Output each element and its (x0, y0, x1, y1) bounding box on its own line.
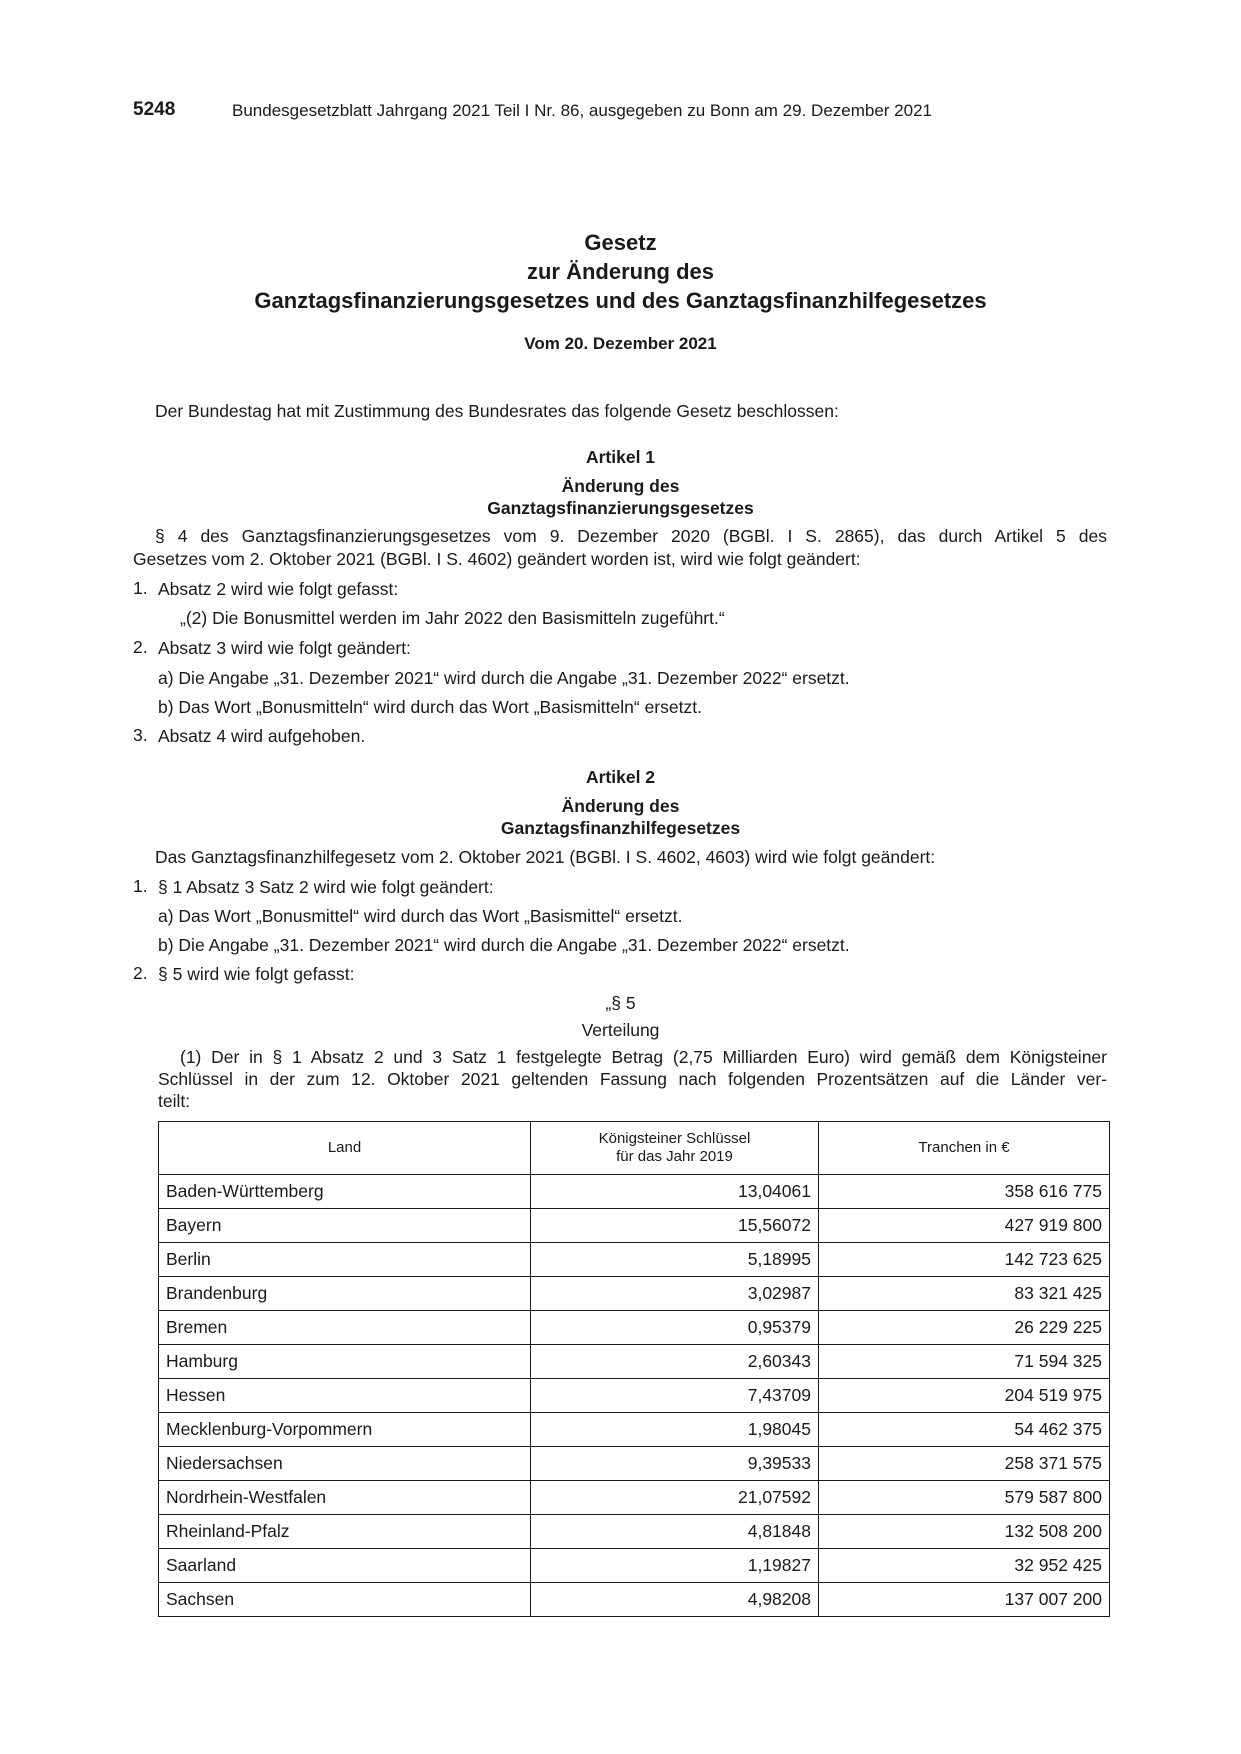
article1-item2: Absatz 3 wird wie folgt geändert: (158, 638, 411, 658)
article1-item1-number: 1. (133, 578, 148, 598)
section5-para1-line-2: Schlüssel in der zum 12. Oktober 2021 geltenden Fassung nach folgenden Prozentsätzen auf die Länder ver- (158, 1069, 1107, 1089)
cell-land: Nordrhein-Westfalen (159, 1481, 531, 1515)
cell-tranche: 83 321 425 (819, 1277, 1110, 1311)
page-number: 5248 (133, 99, 176, 120)
table-row (159, 1209, 1110, 1243)
cell-land: Saarland (159, 1549, 531, 1583)
table-row (159, 1175, 1110, 1209)
cell-key: 4,81848 (531, 1515, 819, 1549)
article2-item1: § 1 Absatz 3 Satz 2 wird wie folgt geändert: (158, 877, 494, 897)
section5-para1-line-1: (1) Der in § 1 Absatz 2 und 3 Satz 1 festgelegte Betrag (2,75 Milliarden Euro) wird gemäß dem Königsteiner (180, 1047, 1107, 1067)
table-row (159, 1583, 1110, 1617)
cell-key: 0,95379 (531, 1311, 819, 1345)
cell-key: 13,04061 (531, 1175, 819, 1209)
cell-key: 1,19827 (531, 1549, 819, 1583)
article1-item1-quote: „(2) Die Bonusmittel werden im Jahr 2022 den Basismitteln zugeführt.“ (180, 608, 725, 628)
title-line-2: zur Änderung des (526, 259, 714, 284)
table-header-row (159, 1122, 1110, 1175)
cell-tranche: 54 462 375 (819, 1413, 1110, 1447)
cell-land: Brandenburg (159, 1277, 531, 1311)
cell-land: Mecklenburg-Vorpommern (159, 1413, 531, 1447)
table-row (159, 1447, 1110, 1481)
cell-land: Berlin (159, 1243, 531, 1277)
law-title (0, 228, 1241, 315)
article2-subheading-2: Ganztagsfinanzhilfegesetzes (500, 818, 741, 838)
article1-item2a: a) Die Angabe „31. Dezember 2021“ wird durch die Angabe „31. Dezember 2022“ ersetzt. (158, 668, 850, 688)
table-row (159, 1243, 1110, 1277)
cell-land: Rheinland-Pfalz (159, 1515, 531, 1549)
article1-intro-line-2: Gesetzes vom 2. Oktober 2021 (BGBl. I S. 4602) geändert worden ist, wird wie folgt geändert: (133, 549, 861, 569)
table-row (159, 1413, 1110, 1447)
table-row (159, 1515, 1110, 1549)
column-header-land: Land (159, 1122, 531, 1175)
law-date: Vom 20. Dezember 2021 (524, 334, 717, 353)
cell-tranche: 32 952 425 (819, 1549, 1110, 1583)
article2-item1-number: 1. (133, 876, 148, 896)
article2-item2: § 5 wird wie folgt gefasst: (158, 964, 355, 984)
table-row (159, 1311, 1110, 1345)
cell-land: Sachsen (159, 1583, 531, 1617)
running-head: Bundesgesetzblatt Jahrgang 2021 Teil I Nr. 86, ausgegeben zu Bonn am 29. Dezember 2021 (232, 101, 932, 120)
column-header-key-line-2: für das Jahr 2019 (616, 1148, 733, 1165)
article2-intro: Das Ganztagsfinanzhilfegesetz vom 2. Oktober 2021 (BGBl. I S. 4602, 4603) wird wie folgt geändert: (155, 847, 936, 867)
section5-heading: „§ 5 (605, 993, 636, 1013)
preamble: Der Bundestag hat mit Zustimmung des Bundesrates das folgende Gesetz beschlossen: (155, 401, 839, 421)
cell-key: 3,02987 (531, 1277, 819, 1311)
article1-item2-number: 2. (133, 637, 148, 657)
cell-key: 7,43709 (531, 1379, 819, 1413)
cell-land: Bremen (159, 1311, 531, 1345)
section5-title: Verteilung (581, 1020, 660, 1040)
article1-heading: Artikel 1 (585, 447, 656, 467)
article2-subheading-1: Änderung des (561, 796, 680, 816)
cell-land: Baden-Württemberg (159, 1175, 531, 1209)
article2-heading: Artikel 2 (585, 767, 656, 787)
cell-tranche: 204 519 975 (819, 1379, 1110, 1413)
table-row (159, 1345, 1110, 1379)
title-line-3: Ganztagsfinanzierungsgesetzes und des Ganztagsfinanzhilfegesetzes (254, 288, 987, 313)
cell-land: Niedersachsen (159, 1447, 531, 1481)
article1-item2b: b) Das Wort „Bonusmitteln“ wird durch das Wort „Basismitteln“ ersetzt. (158, 697, 702, 717)
cell-tranche: 427 919 800 (819, 1209, 1110, 1243)
cell-tranche: 137 007 200 (819, 1583, 1110, 1617)
article1-intro-line-1: § 4 des Ganztagsfinanzierungsgesetzes vom 9. Dezember 2020 (BGBl. I S. 2865), das durch Artikel 5 des (155, 526, 1107, 546)
table-row (159, 1481, 1110, 1515)
distribution-table (158, 1121, 1110, 1617)
cell-land: Hessen (159, 1379, 531, 1413)
cell-tranche: 26 229 225 (819, 1311, 1110, 1345)
article1-item1: Absatz 2 wird wie folgt gefasst: (158, 579, 399, 599)
cell-key: 21,07592 (531, 1481, 819, 1515)
table-row (159, 1549, 1110, 1583)
article2-item1b: b) Die Angabe „31. Dezember 2021“ wird durch die Angabe „31. Dezember 2022“ ersetzt. (158, 935, 850, 955)
article1-subheading-2: Ganztagsfinanzierungsgesetzes (487, 498, 754, 518)
cell-tranche: 132 508 200 (819, 1515, 1110, 1549)
section5-para1-line-3: teilt: (158, 1091, 191, 1111)
cell-tranche: 358 616 775 (819, 1175, 1110, 1209)
article1-subheading-1: Änderung des (561, 476, 680, 496)
cell-land: Hamburg (159, 1345, 531, 1379)
cell-key: 4,98208 (531, 1583, 819, 1617)
cell-key: 2,60343 (531, 1345, 819, 1379)
cell-key: 1,98045 (531, 1413, 819, 1447)
table-row (159, 1379, 1110, 1413)
cell-tranche: 258 371 575 (819, 1447, 1110, 1481)
column-header-key-line-1: Königsteiner Schlüssel (598, 1130, 751, 1147)
cell-tranche: 579 587 800 (819, 1481, 1110, 1515)
article2-item2-number: 2. (133, 963, 148, 983)
cell-tranche: 71 594 325 (819, 1345, 1110, 1379)
cell-key: 5,18995 (531, 1243, 819, 1277)
article1-item3-number: 3. (133, 725, 148, 745)
article2-item1a: a) Das Wort „Bonusmittel“ wird durch das Wort „Basismittel“ ersetzt. (158, 906, 683, 926)
cell-land: Bayern (159, 1209, 531, 1243)
cell-tranche: 142 723 625 (819, 1243, 1110, 1277)
column-header-key (531, 1122, 819, 1175)
column-header-tranche: Tranchen in € (819, 1122, 1110, 1175)
title-line-1: Gesetz (584, 230, 657, 255)
table-row (159, 1277, 1110, 1311)
cell-key: 9,39533 (531, 1447, 819, 1481)
cell-key: 15,56072 (531, 1209, 819, 1243)
article1-item3: Absatz 4 wird aufgehoben. (158, 726, 366, 746)
